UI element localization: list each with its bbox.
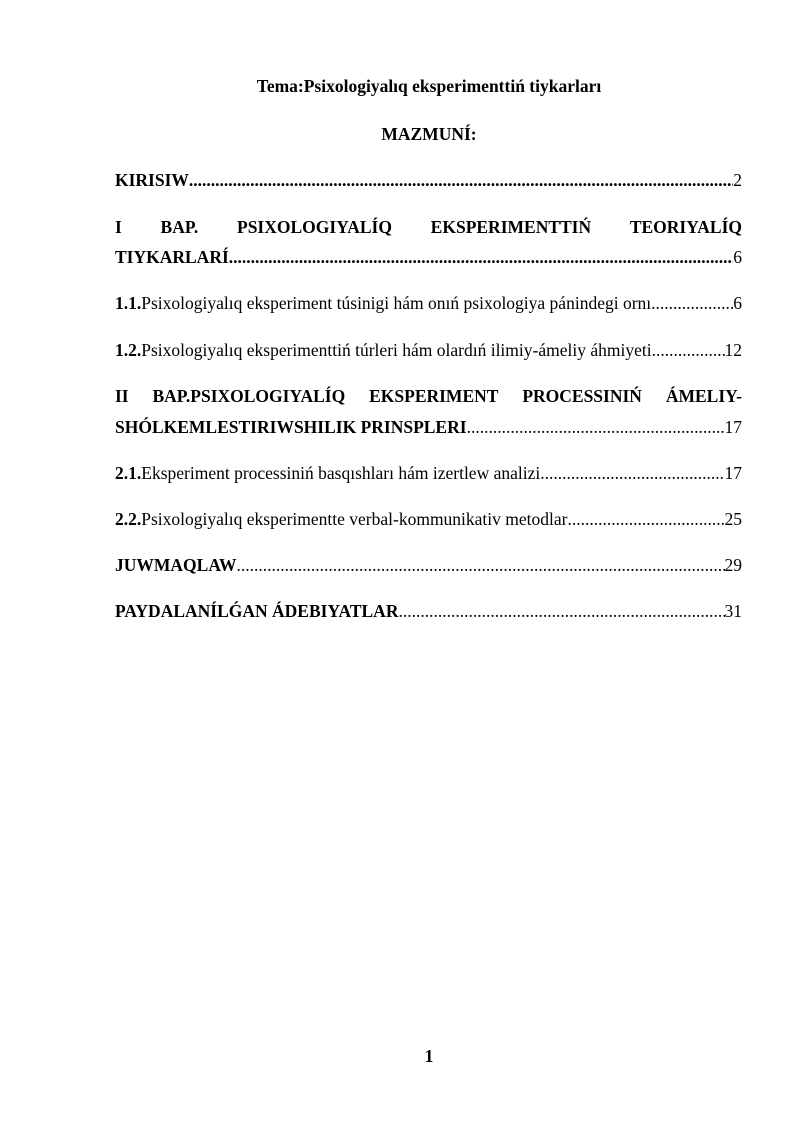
- toc-entry-section-1-2[interactable]: [115, 339, 742, 361]
- toc-page-number: 12: [724, 340, 742, 360]
- toc-entry-label: SHÓLKEMLESTIRIWSHILIK PRINSPLERI: [115, 417, 467, 437]
- toc-section-number: 2.2.: [115, 509, 142, 529]
- toc-entry-label: Eksperiment processiniń basqıshları hám izertlew analizi: [141, 463, 541, 483]
- toc-page-number: 6: [733, 247, 742, 267]
- toc-entry-introduction[interactable]: [115, 169, 742, 191]
- toc-page-number: 6: [733, 293, 742, 313]
- toc-word: I: [115, 217, 122, 237]
- toc-word: EKSPERIMENT: [369, 386, 499, 406]
- toc-section-number: 1.2.: [115, 340, 142, 360]
- toc-entry-chapter-1[interactable]: [115, 246, 742, 268]
- toc-entry-label: KIRISIW: [115, 170, 189, 190]
- toc-entry-label: TIYKARLARÍ: [115, 247, 229, 267]
- toc-entry-label: Psixologiyalıq eksperiment túsinigi hám onıń psixologiya pánindegi ornı: [141, 293, 652, 313]
- toc-entry-label: PAYDALANÍLǴAN ÁDEBIYATLAR: [115, 601, 399, 621]
- toc-word: II: [115, 386, 129, 406]
- toc-leader-dots: [467, 416, 725, 438]
- toc-leader-dots: [237, 554, 725, 576]
- toc-page-number: 17: [724, 463, 742, 483]
- toc-section-number: 1.1.: [115, 293, 142, 313]
- toc-word: BAP.PSIXOLOGIYALÍQ: [152, 386, 346, 406]
- toc-word: BAP.: [160, 217, 199, 237]
- toc-leader-dots: [540, 462, 724, 484]
- toc-chapter-1-title[interactable]: [115, 216, 742, 238]
- toc-leader-dots: [229, 246, 733, 268]
- toc-page-number: 25: [724, 509, 742, 529]
- toc-page-number: 29: [724, 555, 742, 575]
- toc-entry-section-1-1[interactable]: [115, 292, 742, 314]
- toc-entry-label: Psixologiyalıq eksperimentte verbal-kommunikativ metodlar: [141, 509, 568, 529]
- toc-entry-label: Psixologiyalıq eksperimenttiń túrleri hám olardıń ilimiy-ámeliy áhmiyeti: [141, 340, 652, 360]
- toc-section-number: 2.1.: [115, 463, 142, 483]
- toc-leader-dots: [398, 600, 724, 622]
- toc-entry-section-2-2[interactable]: [115, 508, 742, 530]
- page-number: 1: [424, 1046, 434, 1066]
- toc-word: PROCESSINIŃ: [522, 386, 642, 406]
- toc-word: EKSPERIMENTTIŃ: [430, 217, 592, 237]
- toc-leader-dots: [567, 508, 724, 530]
- toc-page-number: 31: [724, 601, 742, 621]
- toc-entry-label: JUWMAQLAW: [115, 555, 237, 575]
- toc-chapter-2-title[interactable]: [115, 385, 742, 407]
- toc-leader-dots: [189, 169, 733, 191]
- toc-leader-dots: [651, 292, 733, 314]
- toc-leader-dots: [652, 339, 725, 361]
- document-theme: Tema:Psixologiyalıq eksperimenttiń tiykarları: [256, 76, 602, 96]
- toc-word: PSIXOLOGIYALÍQ: [237, 217, 392, 237]
- toc-word: ÁMELIY-: [665, 386, 742, 406]
- toc-entry-chapter-2[interactable]: [115, 416, 742, 438]
- toc-word: TEORIYALÍQ: [629, 217, 742, 237]
- toc-page-number: 17: [724, 417, 742, 437]
- toc-entry-conclusion[interactable]: [115, 554, 742, 576]
- toc-entry-section-2-1[interactable]: [115, 462, 742, 484]
- toc-entry-references[interactable]: [115, 600, 742, 622]
- toc-heading: MAZMUNÍ:: [381, 124, 477, 144]
- toc-page-number: 2: [733, 170, 742, 190]
